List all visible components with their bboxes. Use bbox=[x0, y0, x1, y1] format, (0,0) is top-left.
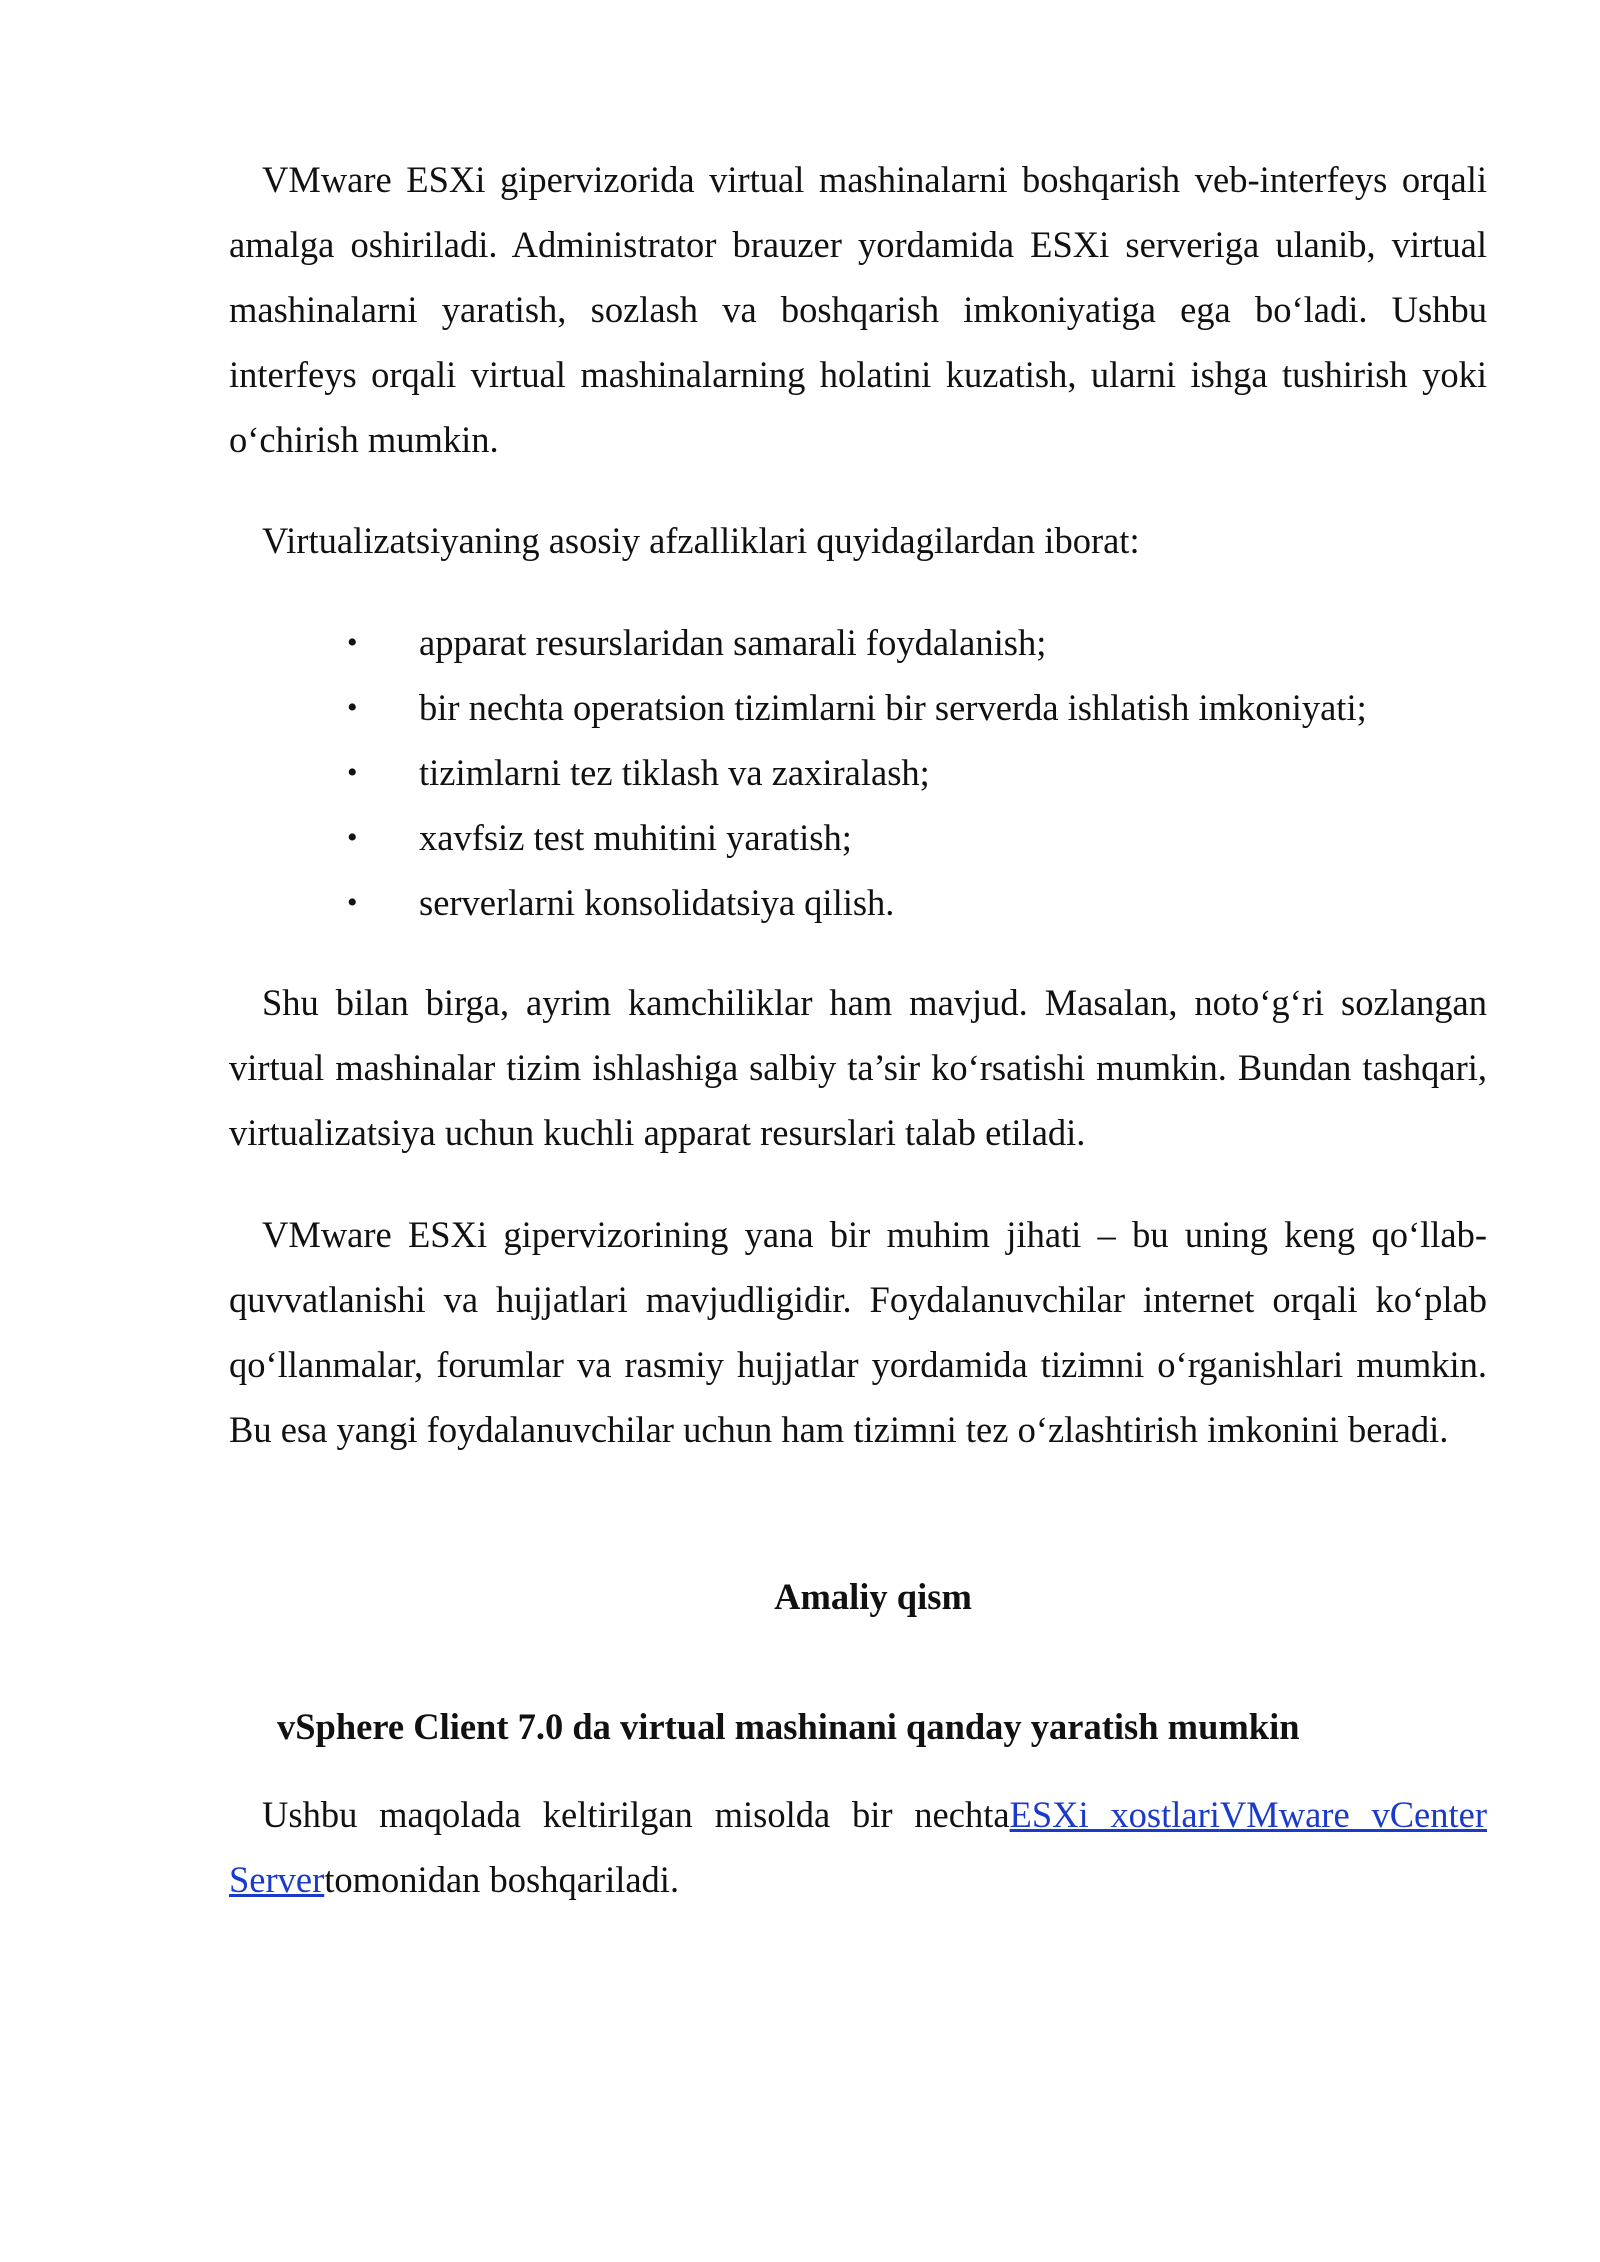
paragraph-text: Ushbu maqolada keltirilgan misolda bir nechta bbox=[262, 1794, 1010, 1835]
list-item-text: tizimlarni tez tiklash va zaxiralash; bbox=[419, 752, 930, 793]
list-item bbox=[229, 805, 1487, 870]
bullet-icon: • bbox=[347, 626, 358, 659]
subsection-heading: vSphere Client 7.0 da virtual mashinani qanday yaratish mumkin bbox=[277, 1706, 1300, 1747]
bullet-icon: • bbox=[347, 756, 358, 789]
bullet-icon: • bbox=[347, 691, 358, 724]
paragraph-esxi-management: VMware ESXi gipervizorida virtual mashinalarni boshqarish veb-interfeys orqali amalga oshiriladi. Administrator brauzer yordamida ESXi serveriga ulanib, virtual mashinalarni yaratish, sozlash va boshqarish imkoniyatiga ega bo‘ladi. Ushbu interfeys orqali virtual mashinalarning holatini kuzatish, ularni ishga tushirish yoki o‘chirish mumkin. bbox=[229, 159, 1487, 460]
bullet-icon: • bbox=[347, 821, 358, 854]
paragraph-documentation: VMware ESXi gipervizorining yana bir muhim jihati – bu uning keng qo‘llab-quvvatlanishi va hujjatlari mavjudligidir. Foydalanuvchilar internet orqali ko‘plab qo‘llanmalar, forumlar va rasmiy hujjatlar yordamida tizimni o‘rganishlari mumkin. Bu esa yangi foydalanuvchilar uchun ham tizimni tez o‘zlashtirish imkonini beradi. bbox=[229, 1214, 1487, 1450]
list-item bbox=[229, 675, 1487, 740]
list-item bbox=[229, 870, 1487, 935]
section-heading: Amaliy qism bbox=[774, 1576, 972, 1617]
bullet-icon: • bbox=[347, 886, 358, 919]
vcenter-server-link[interactable]: VMware vCenter Server bbox=[229, 1794, 1487, 1900]
paragraph-disadvantages: Shu bilan birga, ayrim kamchiliklar ham mavjud. Masalan, noto‘g‘ri sozlangan virtual mashinalar tizim ishlashiga salbiy ta’sir ko‘rsatishi mumkin. Bundan tashqari, virtualizatsiya uchun kuchli apparat resurslari talab etiladi. bbox=[229, 982, 1487, 1153]
paragraph-text: tomonidan boshqariladi. bbox=[324, 1859, 680, 1900]
list-item bbox=[229, 740, 1487, 805]
list-item bbox=[229, 610, 1487, 675]
esxi-hosts-link[interactable]: ESXi xostlari bbox=[1009, 1794, 1220, 1835]
list-item-text: apparat resurslaridan samarali foydalanish; bbox=[419, 622, 1047, 663]
list-item-text: serverlarni konsolidatsiya qilish. bbox=[419, 882, 895, 923]
advantages-list bbox=[229, 610, 1487, 935]
list-item-text: xavfsiz test muhitini yaratish; bbox=[419, 817, 852, 858]
paragraph-advantages-intro: Virtualizatsiyaning asosiy afzalliklari quyidagilardan iborat: bbox=[262, 520, 1140, 561]
list-item-text: bir nechta operatsion tizimlarni bir serverda ishlatish imkoniyati; bbox=[419, 687, 1367, 728]
paragraph-example bbox=[229, 1782, 1487, 1912]
